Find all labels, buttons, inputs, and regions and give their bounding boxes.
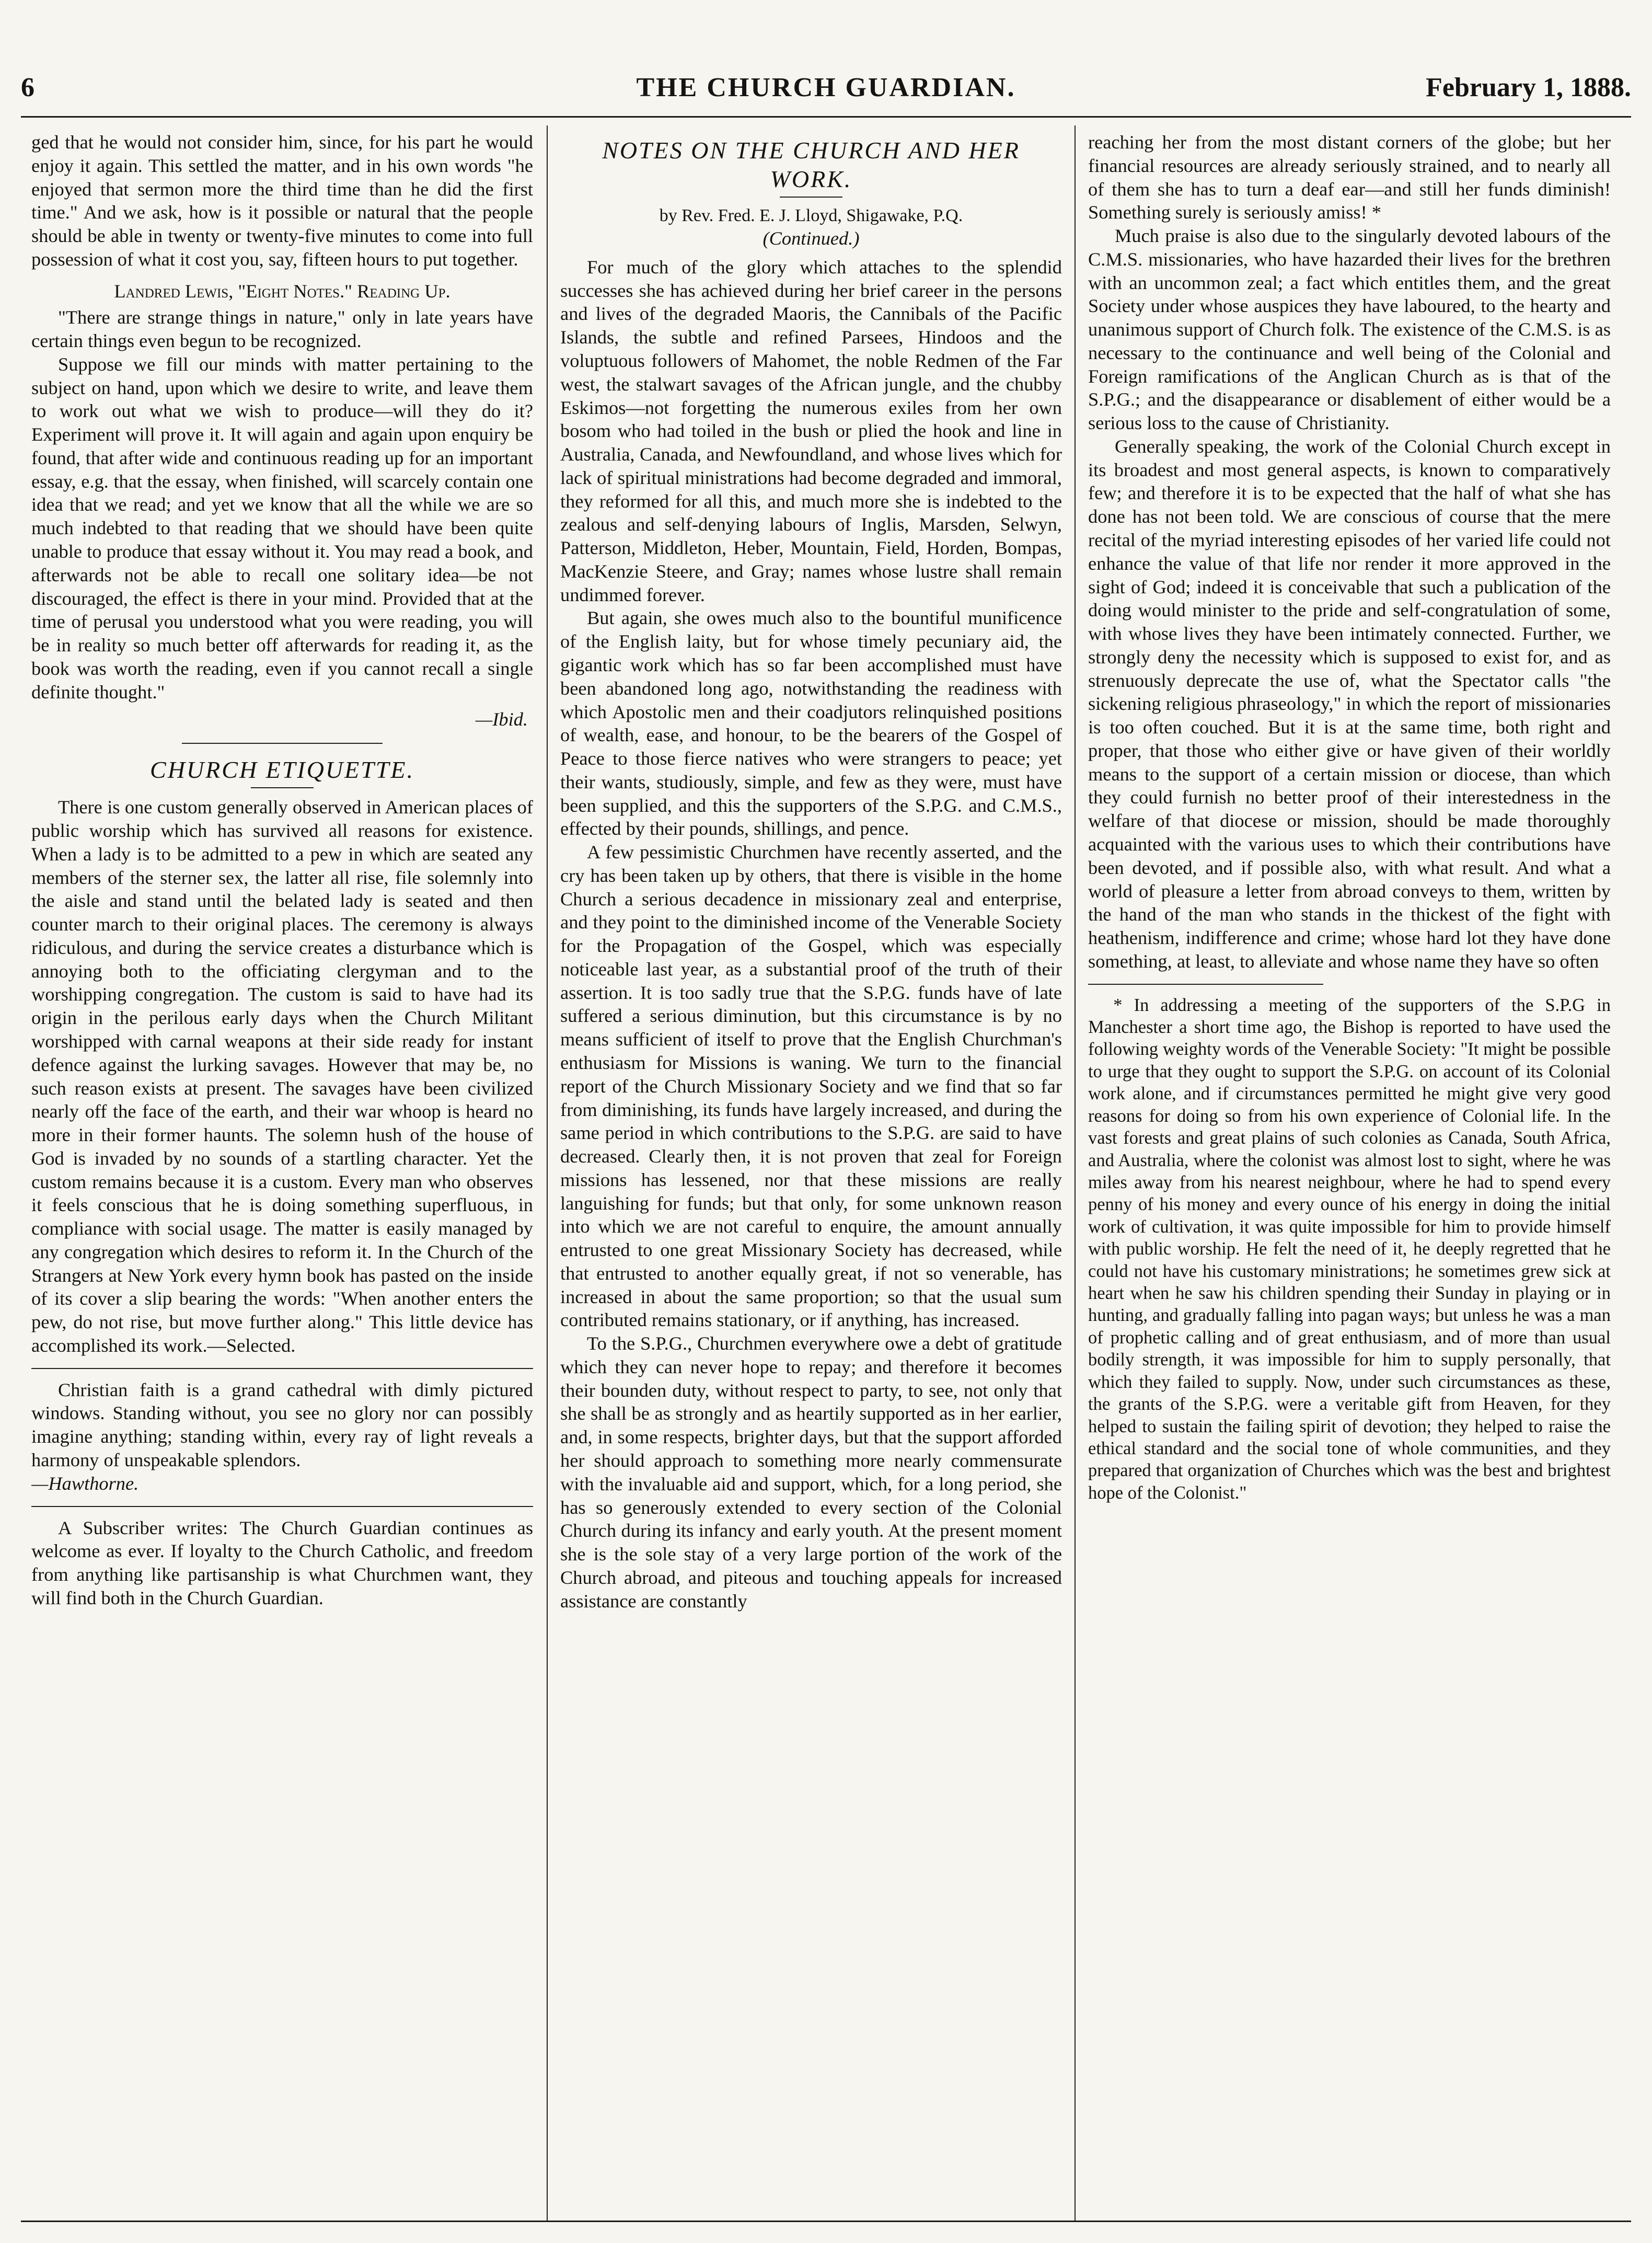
paragraph: There is one custom generally observed in American places of public worship which has survived all reasons for existence. When a lady is to be admitted to a pew in which are seated any members of the sterner sex, the latter all rise, file solemnly into the aisle and stand until the belated lady is seated and then counter march to their original places. The ceremony is always ridiculous, and during the service creates a disturbance which is annoying both to the officiating clergyman and to the worshipping congregation. The custom is said to have had its origin in the perilous early days when the Church Militant worshipped with carnal weapons at their side ready for instant defence against the lurking savages. However that may be, no such reason exists at present. The savages have been civilized nearly off the face of the earth, and their war whoop is heard no more in their former haunts. The solemn hush of the house of God is invaded by no sounds of a startling character. Yet the custom remains because it is a custom. Every man who observes it feels conscious that he is doing something superfluous, in compliance with social usage. The matter is easily managed by any congregation which desires to reform it. In the Church of the Strangers at New York every hymn book has pasted on the inside of its cover a slip bearing the words: "When another enters the pew, do not rise, but move further along." This little device has accomplished its work.—Selected. [31,797,533,1356]
paragraph: reaching her from the most distant corners of the globe; but her financial resources are already seriously strained, and to nearly all of them she has to turn a deaf ear—and still her funds diminish! Something surely is seriously amiss! * [1088,132,1611,223]
paragraph: Much praise is also due to the singularly devoted labours of the C.M.S. missionaries, who have hazarded their lives for the brethren with an uncommon zeal; a fact which entitles them, and the great Society under whose auspices they have laboured, to the hearty and unanimous support of Church folk. The existence of the C.M.S. is as necessary to the continuance and well being of the Colonial and Foreign ramifications of the Anglican Church as is that of the S.P.G.; and the disappearance or disablement of either would be a serious loss to the cause of Christianity. [1088,225,1611,434]
source-attribution: —Hawthorne. [31,1473,139,1494]
paragraph: A few pessimistic Churchmen have recently asserted, and the cry has been taken up by others, that there is visible in the home Church a serious decadence in missionary zeal and enterprise, and they point to the diminished income of the Venerable Society for the Propagation of the Gospel, which was especially noticeable last year, as a substantial proof of the truth of their assertion. It is too sadly true that the S.P.G. funds have of late suffered a serious diminution, but this circumstance is by no means sufficient of itself to prove that the English Churchman's enthusiasm for Missions is waning. We turn to the financial report of the Church Missionary Society and we find that so far from diminishing, its funds have largely increased, and during the same period in which contributions to the S.P.G. are said to have decreased. Clearly then, it is not proven that zeal for Foreign missions has lessened, nor that these missions are really languishing for funds; but that only, for some unknown reason into which we are not careful to enquire, the amount annually entrusted to one great Missionary Society has decreased, while that entrusted to another equally great, if not so venerable, has increased in about the same proportion; so that the usual sum contributed remains stationary, or if anything, has increased. [560,842,1062,1331]
column-divider [547,125,548,2222]
masthead-title: THE CHURCH GUARDIAN. [636,73,1016,102]
paragraph: But again, she owes much also to the bountiful munificence of the English laity, but for whose timely pecuniary aid, the gigantic work which has so far been accomplished must have been abandoned long ago, notwithstanding the readiness with which Apostolic men and their coadjutors relinquished positions of wealth, ease, and honour, to be the bearers of the Gospel of Peace to those fierce natives who were strangers to peace; yet their wants, studiously, simple, and few as they were, must have been supplied, and this the supporters of the S.P.G. and C.M.S., effected by their pounds, shillings, and pence. [560,607,1062,839]
paragraph: ged that he would not consider him, since, for his part he would enjoy it again. This settled the matter, and in his own words "he enjoyed that sermon more the third time than he did the first time." And we ask, how is it possible or natural that the people should be able in twenty or twenty-five minutes to come into full possession of what it cost you, say, fifteen hours to put together. [31,132,533,270]
paragraph: Suppose we fill our minds with matter pertaining to the subject on hand, upon which we desire to write, and leave them to work out what we wish to produce—will they do it? Experiment will prove it. It will again and again upon enquiry be found, that after wide and continuous reading up for an important essay, e.g. that the essay, when finished, will scarcely contain one idea that we read; and yet we know that all the while we are so much indebted to that reading that we should have been quite unable to produce that essay without it. You may read a book, and afterwards not be able to recall one solitary idea—be not discouraged, the effect is there in your mind. Provided that at the time of perusal you understood what you were reading, you will be in reality so much better off afterwards for reading it, as the book was worth the reading, even if you cannot recall a single definite thought." [31,353,533,703]
column-divider [1075,125,1076,2222]
paragraph: A Subscriber writes: The Church Guardian continues as welcome as ever. If loyalty to the Church Catholic, and freedom from anything like partisanship is what Churchmen want, they will find both in the Church Guardian. [31,1517,533,1608]
section-divider [31,1506,533,1507]
header-rule [21,116,1631,118]
title-rule [780,197,842,198]
column-right [1088,131,1611,2216]
column-middle [560,131,1062,2216]
paragraph: "There are strange things in nature," only in late years have certain things even begun to be recognized. [31,307,533,352]
page-header [21,72,1631,114]
section-divider [182,743,383,744]
issue-date: February 1, 1888. [1426,73,1631,102]
source-attribution: —Ibid. [475,709,528,730]
page-number: 6 [21,73,34,102]
column-left [31,131,533,2216]
paragraph: Christian faith is a grand cathedral with dimly pictured windows. Standing without, you see no glory nor can possibly imagine anything; standing within, every ray of light reveals a harmony of unspeakable splendors. [31,1379,533,1470]
title-rule [251,787,314,788]
excerpt-heading: Landred Lewis, "Eight Notes." Reading Up. [114,280,450,302]
continued-label: (Continued.) [763,228,860,249]
paragraph: To the S.P.G., Churchmen everywhere owe a debt of gratitude which they can never hope to repay; and therefore it becomes their bounden duty, without respect to party, to see, not only that she shall be as strongly and as heartily supported as in her earlier, and, in some respects, brighter days, but that the support afforded her should approach to something more nearly commensurate with the invaluable aid and support, which, for a long period, she has so generously extended to every section of the Colonial Church during its infancy and early youth. At the present moment she is the sole stay of a very large portion of the work of the Church abroad, and piteous and touching appeals for increased assistance are constantly [560,1333,1062,1612]
paragraph: Generally speaking, the work of the Colonial Church except in its broadest and most general aspects, is known to comparatively few; and therefore it is to be expected that the half of what she has done has not been told. We are conscious of course that the mere recital of the myriad interesting episodes of her varied life could not enhance the value of that life nor render it more approved in the sight of God; indeed it is conceivable that such a publication of the doing would minister to the pride and self-congratulation of some, with whose lives they have been intimately connected. Further, we strongly deny the necessity which is supposed to exist for, and as strenuously deprecate the use of, what the Spectator calls "the sickening religious phraseology," in which the report of missionaries is too often couched. But it is at the same time, both right and proper, that those who either give or have given of their worldly means to the support of a certain mission or diocese, than which they could furnish no better proof of their interestedness in the welfare of that diocese or mission, should be made thoroughly acquainted with the various uses to which their contributions have been devoted, and if possible also, with what result. And what a world of pleasure a letter from abroad conveys to them, written by the hand of the man who stands in the thickest of the fight with heathenism, indifference and crime; whose hard lot they have done something, at least, to alleviate and whose name they have so often [1088,435,1611,972]
footnote-rule [1088,984,1323,985]
article-title: NOTES ON THE CHURCH AND HER WORK. [602,137,1020,193]
section-divider [31,1368,533,1369]
paragraph: For much of the glory which attaches to the splendid successes she has achieved during her brief career in the persons and lives of the degraded Maoris, the Cannibals of the Pacific Islands, the subtle and refined Parsees, Hindoos and the voluptuous followers of Mahomet, the noble Redmen of the Far west, the stalwart savages of the African jungle, and the chubby Eskimos—not forgetting the numerous exiles from her own bosom who had toiled in the bush or plied the hook and line in Australia, Canada, and Newfoundland, and whose lives which for lack of spiritual ministrations had become degraded and immoral, they reformed for all this, and much more she is indebted to the zealous and self-denying labours of Inglis, Marsden, Selwyn, Patterson, Middleton, Heber, Mountain, Field, Horden, Bompas, MacKenzie Steere, and Gray; names whose lustre shall remain undimmed forever. [560,256,1062,605]
byline: by Rev. Fred. E. J. Lloyd, Shigawake, P.Q. [659,206,963,226]
footer-rule [21,2221,1631,2222]
section-title: CHURCH ETIQUETTE. [150,756,414,784]
footnote: * In addressing a meeting of the supporters of the S.P.G in Manchester a short time ago, the Bishop is reported to have used the following weighty words of the Venerable Society: "It might be possible to urge that they ought to support the S.P.G. on account of its Colonial work alone, and if circumstances permitted he might give very good reasons for doing so from his own experience of Colonial life. In the vast forests and great plains of such colonies as Canada, South Africa, and Australia, where the colonist was almost lost to sight, where he was miles away from his nearest neighbour, where he had to spend every penny of his money and every ounce of his energy in doing the initial work of cultivation, it was quite impossible for him to provide himself with public worship. He felt the need of it, he deeply regretted that he could not have his customary ministrations; he sometimes grew sick at heart when he saw his children spending their Sunday in playing or in hunting, and gradually falling into pagan ways; but unless he was a man of prophetic calling and of great enthusiasm, and of more than usual bodily strength, it was impossible for him to supply personally, that which they failed to supply. Now, under such circumstances as these, the grants of the S.P.G. were a veritable gift from Heaven, for they helped to sustain the failing spirit of devotion; they helped to raise the ethical standard and the social tone of whole communities, and they prepared that organization of Churches which was the best and brightest hope of the Colonist." [1088,995,1611,1503]
